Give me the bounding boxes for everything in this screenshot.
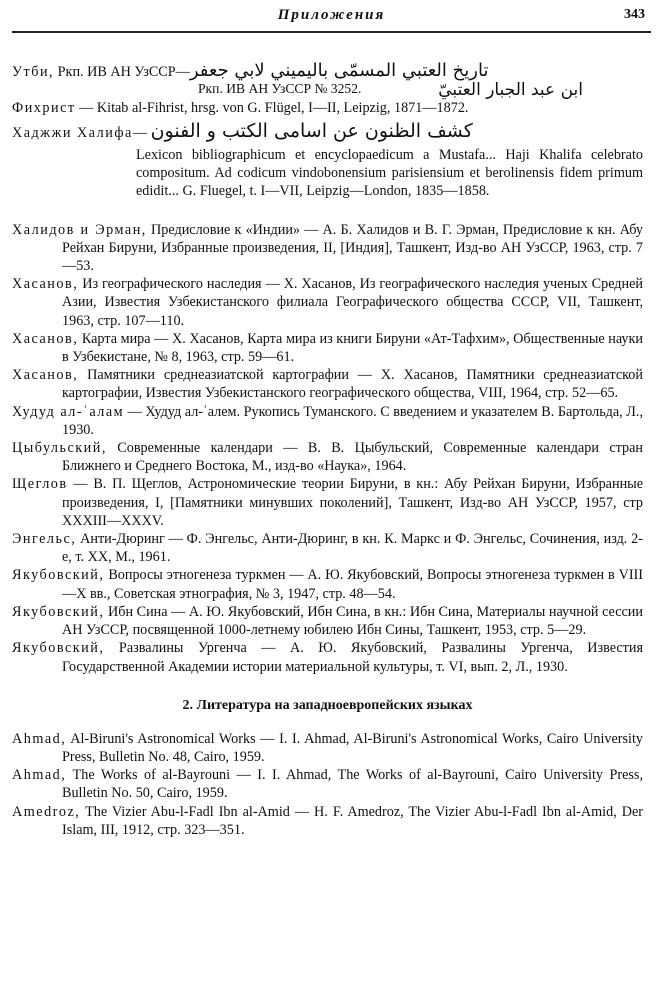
arabic-title: تاريخ العتبي المسمّى باليميني لابي جعفر — [189, 60, 489, 81]
arabic-title: ابن عبد الجبار العتبيّ — [438, 80, 583, 101]
bib-entry-hajji-khalifa: Хаджжи Халифа— كشف الظنون عن اسامى الكتب و الفنون — [12, 119, 473, 142]
bib-entry-hudud: Худуд ал-ʿалам — Худуд ал-ʿалем. Рукопись Туманского. С введением и указателем В. Бартольда, Л., 1930. — [12, 403, 643, 438]
arabic-title: كشف الظنون عن اسامى الكتب و الفنون — [150, 119, 473, 142]
bib-entry-engels: Энгельс, Анти-Дюринг — Ф. Энгельс, Анти-Дюринг, в кн. К. Маркс и Ф. Энгельс, Сочинения, изд. 2-е, т. XX, М., 1961. — [12, 531, 643, 566]
running-header — [12, 4, 651, 30]
bib-entry-fihrist: Фихрист — Kitab al-Fihrist, hrsg. von G. Flügel, I—II, Leipzig, 1871—1872. — [12, 99, 469, 116]
bib-entry-yakubovsky-2: Якубовский, Ибн Сина — А. Ю. Якубовский, Ибн Сина, в кн.: Ибн Сина, Материалы научной сессии АН УзССР, посвященной 1000-летнему юбилею Ибн Сины, Ташкент, 1953, стр. 5—29. — [12, 603, 643, 639]
bib-entry-utbi-cont: ابن عبد الجبار العتبيّ Ркп. ИВ АН УзССР № 3252. — [198, 80, 583, 101]
bib-entry-khasanov-3: Хасанов, Памятники среднеазиатской картографии — Х. Хасанов, Памятники среднеазиатской картографии, Известия Узбекистанского географического общества, VIII, 1964, стр. 52—65. — [12, 367, 643, 402]
bibliography — [12, 62, 643, 839]
header-rule — [12, 31, 651, 33]
bib-entry-khasanov-2: Хасанов, Карта мира — Х. Хасанов, Карта мира из книги Бируни «Ат-Тафхим», Общественные науки в Узбекистане, № 8, 1963, стр. 59—61. — [12, 330, 643, 366]
page-number: 343 — [624, 7, 645, 22]
bib-entry-yakubovsky-1: Якубовский, Вопросы этногенеза туркмен — А. Ю. Якубовский, Вопросы этногенеза туркмен в VIII—X вв., Советская этнография, № 3, 1947, стр. 48—54. — [12, 567, 643, 602]
bib-entry-shcheglov: Щеглов — В. П. Щеглов, Астрономические теории Бируни, в кн.: Абу Рейхан Бируни, Избранные произведения, I, [Памятники минувших поколений], Ташкент, Изд-во АН УзССР, 1957, стр XXXIII—XXXV. — [12, 476, 643, 529]
section-heading: 2. Литература на западноевропейских языках — [182, 697, 473, 713]
bib-entry-hajji-khalifa-latin: Lexicon bibliographicum et encyclopaedicum a Mustafa... Haji Khalifa celebrato compositum. Ad codicum vindobonensium parisiensium et berolinensis fidem primum edidit... G. Fluegel, t. I—VII, Leipzig—London, 1835—1858. — [136, 147, 643, 200]
bib-entry-ahmad-1: Ahmad, Al-Biruni's Astronomical Works — I. I. Ahmad, Al-Biruni's Astronomical Works, Cairo University Press, Bulletin No. 48, Cairo, 1959. — [12, 730, 643, 765]
bib-entry-ahmad-2: Ahmad, The Works of al-Bayrouni — I. I. Ahmad, The Works of al-Bayrouni, Cairo University Press, Bulletin No. 50, Cairo, 1959. — [12, 767, 643, 802]
bib-entry-yakubovsky-3: Якубовский, Развалины Ургенча — А. Ю. Якубовский, Развалины Ургенча, Известия Государственной Академии истории материальной культуры, т. VI, вып. 2, Л., 1930. — [12, 640, 643, 675]
bib-entry-tsybulsky: Цыбульский, Современные календари — В. В. Цыбульский, Современные календари стран Ближнего и Среднего Востока, М., изд-во «Наука», 1964. — [12, 440, 643, 475]
bib-entry-amedroz: Amedroz, The Vizier Abu-l-Fadl Ibn al-Amid — H. F. Amedroz, The Vizier Abu-l-Fadl Ibn al-Amid, Der Islam, III, 1912, стр. 323—351. — [12, 803, 643, 838]
running-title: Приложения — [277, 7, 386, 23]
bib-entry-khalidov-erman: Халидов и Эрман, Предисловие к «Индии» — А. Б. Халидов и В. Г. Эрман, Предисловие к кн. Абу Рейхан Бируни, Избранные произведения, II, [Индия], Ташкент, Изд-во АН УзССР, 1963, стр. 7—53. — [12, 221, 643, 275]
bib-entry-utbi: Утби, Ркп. ИВ АН УзССР—تاريخ العتبي المسمّى باليميني لابي جعفر — [12, 60, 489, 81]
bib-entry-khasanov-1: Хасанов, Из географического наследия — Х. Хасанов, Из географического наследия ученых Средней Азии, Известия Узбекистанского филиала Географического общества СССР, VII, Ташкент, 1963, стр. 107—110. — [12, 276, 643, 329]
